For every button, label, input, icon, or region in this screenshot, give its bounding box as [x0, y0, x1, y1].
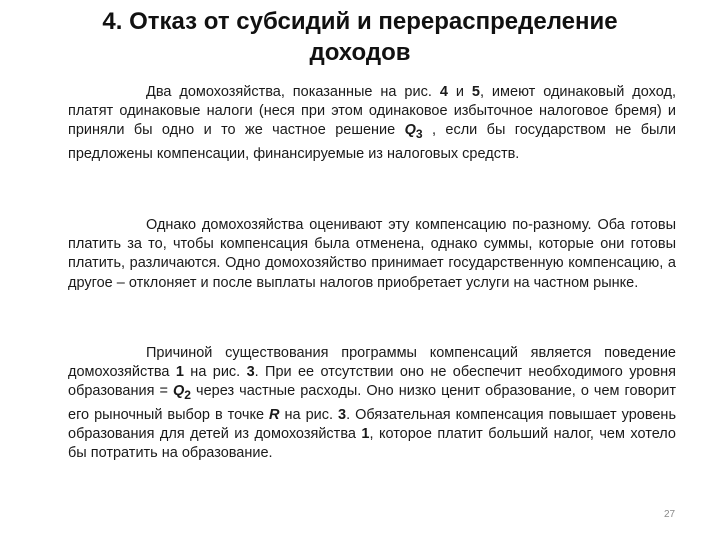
p3-text-d: через частные расходы. Оно низко ценит образование, о чем говорит его рыночный выбор в точке: [68, 383, 676, 423]
p3-text-f: . Обязательная компенсация повышает уровень образования для детей из домохозяйства: [68, 406, 676, 442]
q-subscript: 3: [415, 127, 423, 142]
p2-text: Однако домохозяйства оценивают эту компенсацию по-разному. Оба готовы платить за то, чтобы компенсация была отменена, однако суммы, которые они готовы платить, различаются. Одно домохозяйство принимает государственную компенсацию, а другое – отклоняет и после выплаты налогов приобретает услуги на частном рынке.: [68, 217, 676, 291]
slide-title: 4. Отказ от субсидий и перераспределение доходов: [102, 8, 618, 66]
paragraph-2: [68, 216, 676, 293]
fig-ref-3: 3: [246, 364, 255, 381]
household-ref-1: 1: [175, 364, 184, 381]
p1-text-a: Два домохозяйства, показанные на рис.: [146, 84, 440, 100]
p3-text-c: . При ее отсутствии оно не обеспечит необходимого уровня образования =: [68, 364, 676, 400]
page-number: 27: [664, 509, 676, 520]
fig-ref-3b: 3: [338, 406, 347, 423]
q-symbol: Q: [173, 383, 185, 400]
p1-text-c: , имеют одинаковый доход, платят одинаковые налоги (неся при этом одинаковое избыточное налоговое бремя) и приняли бы одно и то же частное решение: [68, 84, 676, 139]
point-r: R: [269, 406, 280, 423]
p1-text-d: , если бы государством не были предложены компенсации, финансируемые из налоговых средств.: [68, 122, 676, 162]
fig-ref-5: 5: [471, 84, 480, 100]
fig-ref-4: 4: [439, 84, 448, 100]
household-ref-1b: 1: [361, 425, 370, 442]
q-subscript: 2: [184, 388, 191, 403]
paragraph-1: [68, 83, 676, 164]
p3-text-g: , которое платит больший налог, чем хотело бы потратить на образование.: [68, 425, 676, 461]
p3-text-e: на рис.: [279, 406, 339, 423]
q-symbol: Q: [404, 122, 416, 139]
paragraph-3: [68, 344, 676, 463]
p3-text-a: Причиной существования программы компенсаций является поведение домохозяйства: [68, 345, 676, 381]
p3-text-b: на рис.: [183, 364, 247, 381]
p1-text-b: и: [447, 84, 472, 100]
